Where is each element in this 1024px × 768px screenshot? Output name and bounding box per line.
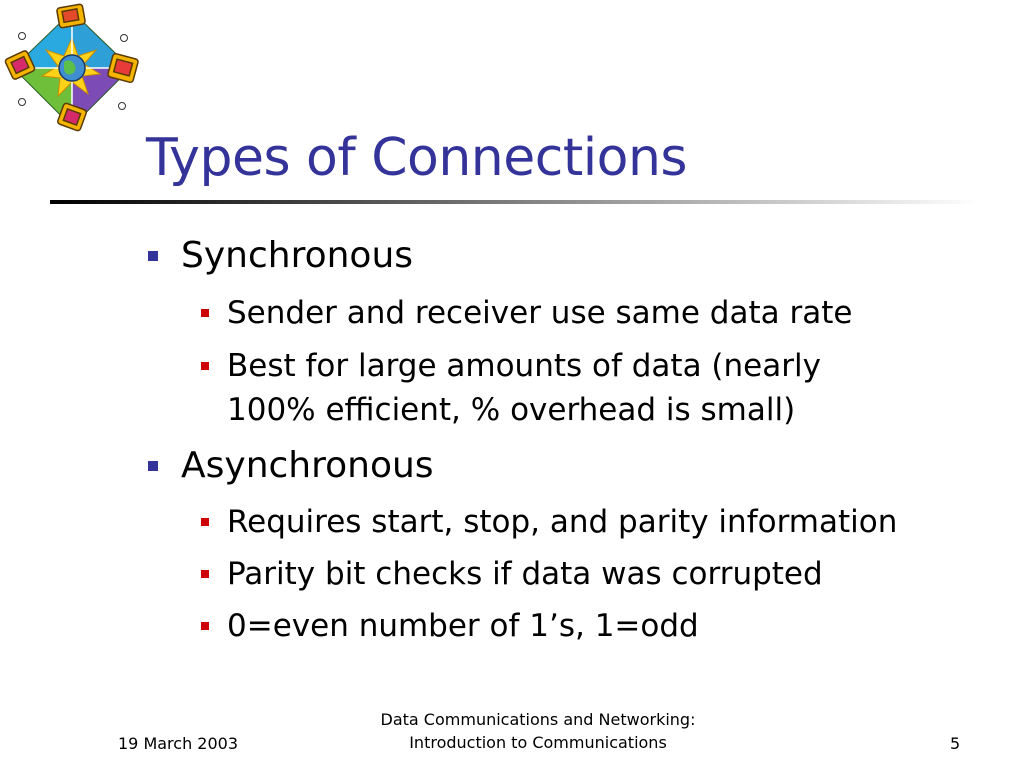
square-bullet-icon xyxy=(201,362,209,370)
slide-title: Types of Connections xyxy=(146,128,688,188)
square-bullet-icon xyxy=(201,309,209,317)
sub-bullet-item xyxy=(227,291,852,335)
sub-bullet-item xyxy=(227,604,699,648)
bullet-item xyxy=(181,444,434,488)
sub-bullet-item xyxy=(227,344,821,388)
sub-bullet-text: Requires start, stop, and parity information xyxy=(227,504,898,540)
bullet-text: Asynchronous xyxy=(181,445,434,486)
footer-date: 19 March 2003 xyxy=(118,734,239,753)
square-bullet-icon xyxy=(148,251,158,261)
square-bullet-icon xyxy=(201,570,209,578)
sub-bullet-text: 100% efficient, % overhead is small) xyxy=(227,392,796,428)
footer-course-title xyxy=(356,708,720,754)
sub-bullet-text: Sender and receiver use same data rate xyxy=(227,295,853,331)
sub-bullet-continuation xyxy=(227,388,795,432)
sub-bullet-text: Parity bit checks if data was corrupted xyxy=(227,556,823,592)
bullet-item xyxy=(181,234,413,278)
sub-bullet-text: Best for large amounts of data (nearly xyxy=(227,348,821,384)
square-bullet-icon xyxy=(201,518,209,526)
sub-bullet-text: 0=even number of 1’s, 1=odd xyxy=(227,608,699,644)
bullet-text: Synchronous xyxy=(181,235,414,276)
title-divider xyxy=(50,200,980,204)
networked-computers-globe-icon xyxy=(2,2,144,138)
sub-bullet-item xyxy=(227,500,897,544)
square-bullet-icon xyxy=(201,622,209,630)
sub-bullet-item xyxy=(227,552,823,596)
footer-course-line1: Data Communications and Networking: xyxy=(380,710,696,729)
slide-number: 5 xyxy=(950,734,961,753)
square-bullet-icon xyxy=(148,461,158,471)
footer-course-line2: Introduction to Communications xyxy=(409,733,667,752)
